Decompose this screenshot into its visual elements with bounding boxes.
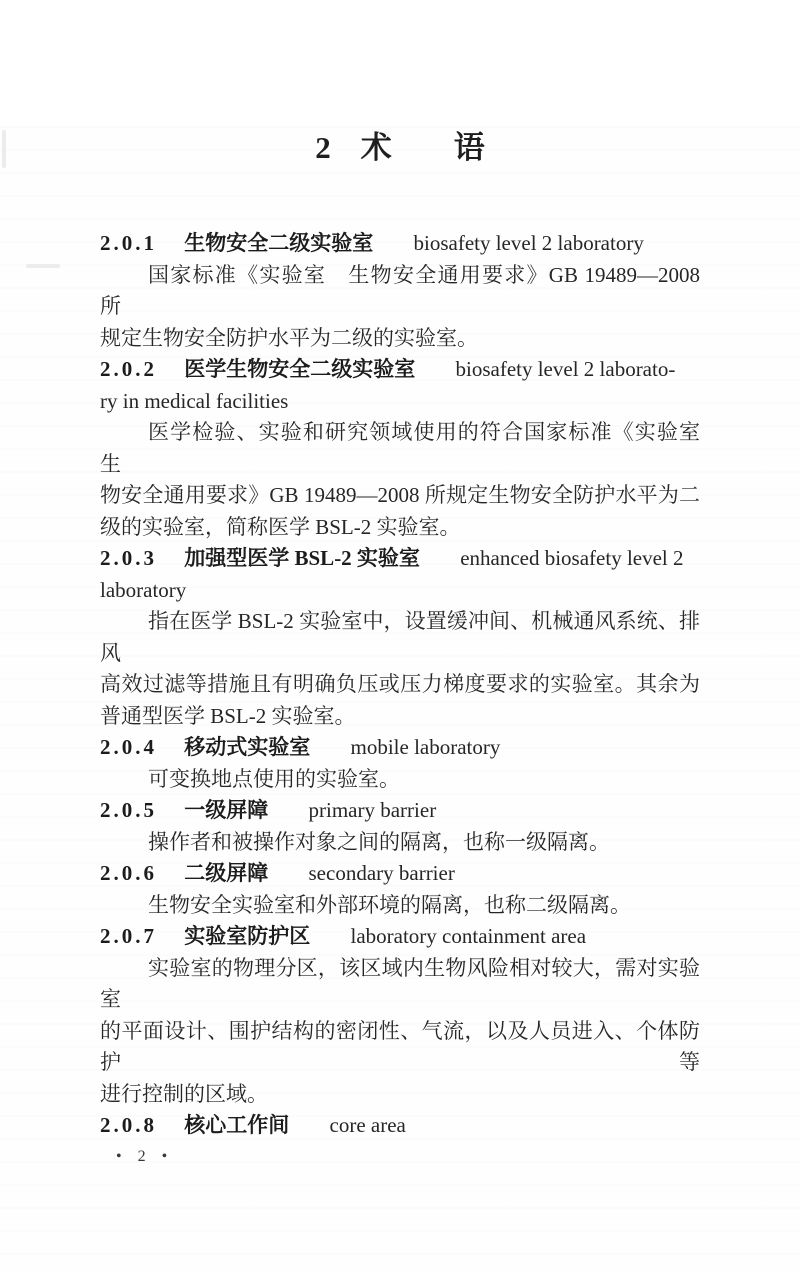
term-section <box>100 1110 700 1142</box>
term-number: 2.0.7 <box>100 924 157 948</box>
chapter-number: 2 <box>315 130 331 165</box>
term-english: mobile laboratory <box>350 735 501 759</box>
definition-line: 规定生物安全防护水平为二级的实验室。 <box>100 325 478 350</box>
term-section <box>100 858 700 921</box>
term-definition <box>100 827 700 859</box>
definition-line: 进行控制的区域。 <box>100 1081 268 1106</box>
term-english-continued: ry in medical facilities <box>100 388 289 413</box>
term-heading <box>100 921 700 953</box>
term-chinese: 生物安全二级实验室 <box>184 231 374 255</box>
term-english: biosafety level 2 laboratory <box>413 231 644 255</box>
term-chinese: 医学生物安全二级实验室 <box>184 357 416 381</box>
term-section <box>100 228 700 354</box>
page-number: • 2 • <box>116 1147 174 1165</box>
definition-line: 物安全通用要求》GB 19489—2008 所规定生物安全防护水平为二 <box>100 483 700 507</box>
term-number: 2.0.5 <box>100 798 157 822</box>
document-page <box>0 126 800 1273</box>
definition-line: 医学检验、实验和研究领域使用的符合国家标准《实验室 生 <box>100 420 721 476</box>
term-definition <box>100 260 700 355</box>
scan-artifact <box>2 130 6 168</box>
term-heading <box>100 1110 700 1142</box>
term-section <box>100 795 700 858</box>
term-heading <box>100 354 700 386</box>
definition-line: 级的实验室，简称医学 BSL-2 实验室。 <box>100 514 461 539</box>
term-english: core area <box>329 1113 406 1137</box>
term-heading <box>100 795 700 827</box>
term-english: laboratory containment area <box>350 924 587 948</box>
term-definition <box>100 890 700 922</box>
term-english: enhanced biosafety level 2 <box>460 546 684 570</box>
term-chinese: 一级屏障 <box>184 798 269 822</box>
terms-list <box>100 228 721 1142</box>
definition-line: 生物安全实验室和外部环境的隔离，也称二级隔离。 <box>148 892 631 917</box>
term-section <box>100 543 700 732</box>
term-number: 2.0.1 <box>100 231 157 255</box>
term-section <box>100 354 721 543</box>
term-heading <box>100 858 700 890</box>
term-english-continued: laboratory <box>100 577 187 602</box>
definition-line: 操作者和被操作对象之间的隔离，也称一级隔离。 <box>148 829 610 854</box>
definition-line: 普通型医学 BSL-2 实验室。 <box>100 703 356 728</box>
term-section <box>100 732 700 795</box>
term-number: 2.0.6 <box>100 861 157 885</box>
definition-line: 国家标准《实验室 生物安全通用要求》GB 19489—2008 所 <box>100 262 700 318</box>
term-heading <box>100 228 700 260</box>
term-definition <box>100 606 700 732</box>
term-number: 2.0.4 <box>100 735 157 759</box>
term-section <box>100 921 700 1110</box>
chapter-title-char: 术 <box>360 130 392 165</box>
term-chinese: 移动式实验室 <box>184 735 311 759</box>
term-chinese: 加强型医学 BSL-2 实验室 <box>184 546 420 570</box>
definition-line: 高效过滤等措施且有明确负压或压力梯度要求的实验室。其余为 <box>100 672 700 696</box>
term-chinese: 实验室防护区 <box>184 924 311 948</box>
chapter-title <box>0 126 800 170</box>
definition-line: 的平面设计、围护结构的密闭性、气流，以及人员进入、个体防护等 <box>100 1018 700 1074</box>
term-english: primary barrier <box>308 798 437 822</box>
term-definition <box>100 417 721 543</box>
definition-line: 实验室的物理分区，该区域内生物风险相对较大，需对实验室 <box>100 955 700 1011</box>
term-chinese: 核心工作间 <box>184 1113 290 1137</box>
term-chinese: 二级屏障 <box>184 861 269 885</box>
term-heading <box>100 543 700 575</box>
definition-line: 指在医学 BSL-2 实验室中，设置缓冲间、机械通风系统、排风 <box>100 609 700 665</box>
term-definition <box>100 953 700 1111</box>
term-number: 2.0.3 <box>100 546 157 570</box>
term-heading <box>100 732 700 764</box>
term-number: 2.0.2 <box>100 357 157 381</box>
chapter-title-char: 语 <box>453 130 485 165</box>
term-english: biosafety level 2 laborato- <box>455 357 676 381</box>
term-english: secondary barrier <box>308 861 455 885</box>
term-definition <box>100 764 700 796</box>
term-number: 2.0.8 <box>100 1113 157 1137</box>
scan-artifact <box>26 264 60 268</box>
definition-line: 可变换地点使用的实验室。 <box>148 766 400 791</box>
